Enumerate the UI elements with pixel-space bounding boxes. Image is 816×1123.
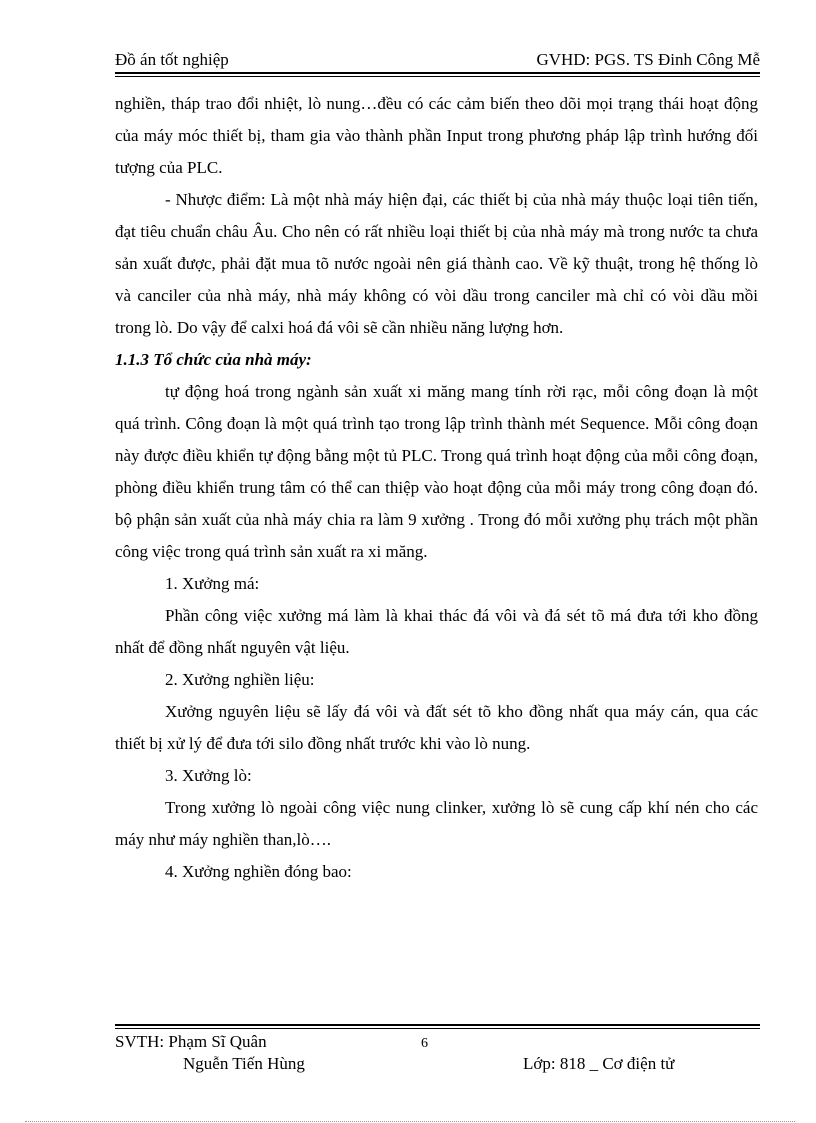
list-item-title-1: 1. Xưởng má: bbox=[165, 574, 260, 593]
header-rule-thick bbox=[115, 72, 760, 74]
list-item-text-3: Trong xưởng lò ngoài công việc nung clinker, xưởng lò sẽ cung cấp khí nén cho các máy như máy nghiền than,lò…. bbox=[115, 798, 758, 849]
paragraph-disadvantages: - Nhược điểm: Là một nhà máy hiện đại, các thiết bị của nhà máy thuộc loại tiên tiến, đạt tiêu chuẩn châu Âu. Cho nên có rất nhiều loại thiết bị của nhà máy mà trong nước ta chưa sản xuất được, phải đặt mua tõ nước ngoài nên giá thành cao. Về kỹ thuật, trong hệ thống lò và canciler của nhà máy, nhà máy không có vòi dầu trong canciler mà chỉ có vòi dầu mồi trong lò. Do vậy để calxi hoá đá vôi sẽ cần nhiều năng lượng hơn. bbox=[115, 190, 758, 337]
document-body bbox=[115, 88, 758, 888]
header-supervisor: GVHD: PGS. TS Đinh Công Mễ bbox=[536, 50, 760, 69]
list-item-title-3: 3. Xưởng lò: bbox=[165, 766, 252, 785]
page-header bbox=[115, 46, 760, 74]
header-title: Đồ án tốt nghiệp bbox=[115, 50, 229, 69]
footer-rule-thin bbox=[115, 1028, 760, 1029]
footer-student-2: Nguễn Tiến Hùng bbox=[183, 1054, 305, 1073]
list-item-title-2: 2. Xưởng nghiền liệu: bbox=[165, 670, 315, 689]
page-number: 6 bbox=[421, 1036, 428, 1051]
paragraph-1: nghiền, tháp trao đổi nhiệt, lò nung…đều có các cảm biến theo dõi mọi trạng thái hoạt động của máy móc thiết bị, tham gia vào thành phần Input trong phương pháp lập trình hướng đối tượng của PLC. bbox=[115, 94, 758, 177]
footer-rule-thick bbox=[115, 1024, 760, 1026]
footer-student-1: SVTH: Phạm Sĩ Quân bbox=[115, 1032, 267, 1051]
page-bottom-border bbox=[25, 1121, 795, 1122]
list-item-text-1: Phần công việc xưởng má làm là khai thác đá vôi và đá sét tõ má đưa tới kho đồng nhất để đồng nhất nguyên vật liệu. bbox=[115, 606, 758, 657]
paragraph-organization: tự động hoá trong ngành sản xuất xi măng mang tính rời rạc, mỗi công đoạn là một quá trình. Công đoạn là một quá trình tạo trong lập trình thành mét Sequence. Mỗi công đoạn này được điều khiển tự động bằng một tủ PLC. Trong quá trình hoạt động của mỗi công đoạn, phòng điều khiển trung tâm có thể can thiệp vào hoạt động của mỗi máy trong công đoạn đó. bộ phận sản xuất của nhà máy chia ra làm 9 xưởng . Trong đó mỗi xưởng phụ trách một phần công việc trong quá trình sản xuất ra xi măng. bbox=[115, 382, 758, 561]
list-item-text-2: Xưởng nguyên liệu sẽ lấy đá vôi và đất sét tõ kho đồng nhất qua máy cán, qua các thiết bị xử lý để đưa tới silo đồng nhất trước khi vào lò nung. bbox=[115, 702, 758, 753]
list-item-title-4: 4. Xưởng nghiền đóng bao: bbox=[165, 862, 352, 881]
footer-class: Lớp: 818 _ Cơ điện tử bbox=[523, 1054, 675, 1073]
section-heading: 1.1.3 Tổ chức của nhà máy: bbox=[115, 350, 312, 369]
header-rule-thin bbox=[115, 76, 760, 77]
